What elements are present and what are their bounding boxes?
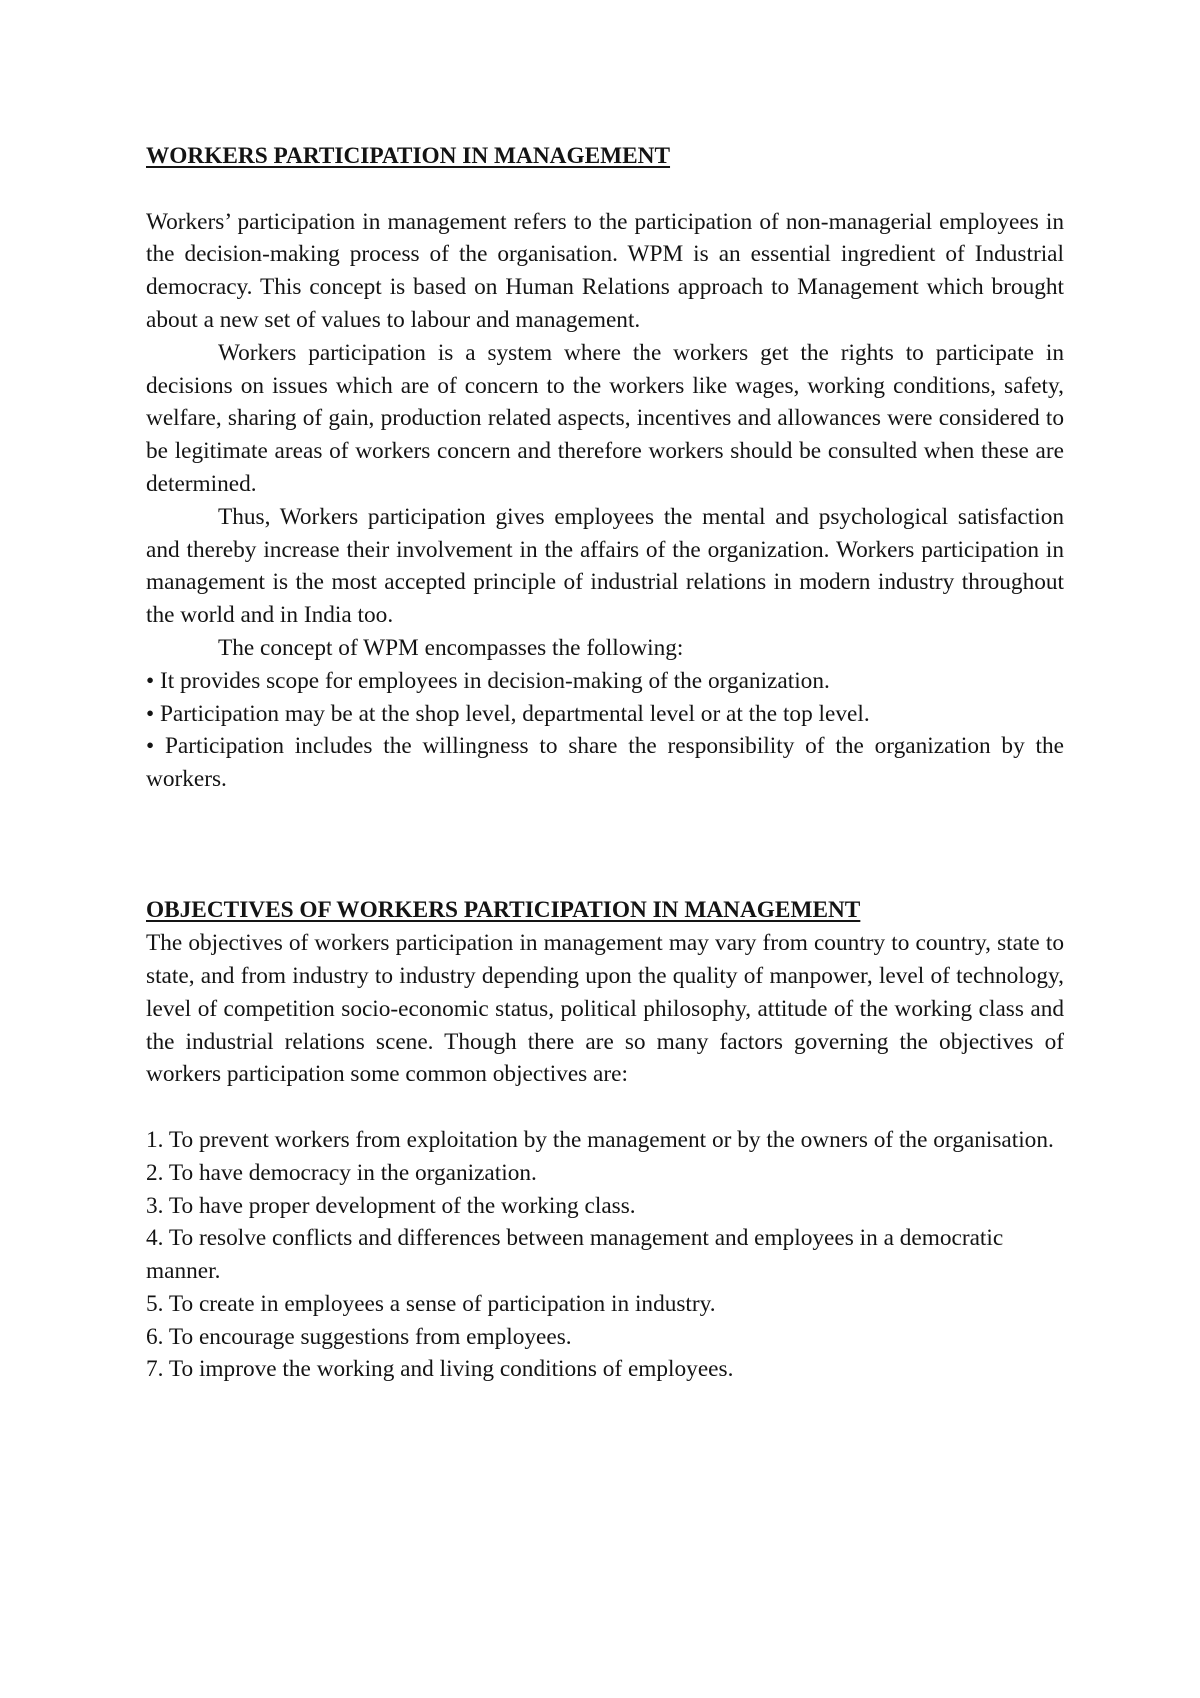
list-item: 7. To improve the working and living conditions of employees.: [146, 1356, 734, 1383]
paragraph-concept-intro: The concept of WPM encompasses the following:: [218, 634, 684, 661]
list-item: 1. To prevent workers from exploitation by the management or by the owners of the organisation.: [146, 1126, 1054, 1153]
section-heading-wpm: WORKERS PARTICIPATION IN MANAGEMENT: [146, 143, 671, 169]
paragraph-satisfaction: Thus, Workers participation gives employees the mental and psychological satisfaction and thereby increase their involvement in the affairs of the organization. Workers participation in management is the most accepted principle of industrial relations in modern industry throughout the world and in India too.: [146, 503, 1064, 629]
list-item: • Participation may be at the shop level, departmental level or at the top level.: [146, 700, 870, 727]
list-item: 2. To have democracy in the organization.: [146, 1159, 537, 1186]
paragraph-definition: Workers’ participation in management refers to the participation of non-managerial employees in the decision-making process of the organisation. WPM is an essential ingredient of Industrial democracy. This concept is based on Human Relations approach to Management which brought about a new set of values to labour and management.: [146, 208, 1064, 333]
list-item: • It provides scope for employees in decision-making of the organization.: [146, 667, 830, 694]
spacer: [146, 173, 1064, 206]
spacer: [146, 1091, 1064, 1124]
list-item: 5. To create in employees a sense of participation in industry.: [146, 1290, 716, 1317]
objectives-list: [146, 1124, 1064, 1386]
list-item: 3. To have proper development of the working class.: [146, 1192, 636, 1219]
section-heading-objectives: OBJECTIVES OF WORKERS PARTICIPATION IN MANAGEMENT: [146, 897, 861, 924]
list-item: 4. To resolve conflicts and differences between management and employees in a democratic manner.: [146, 1225, 1004, 1285]
spacer: [146, 796, 1064, 894]
list-item: 6. To encourage suggestions from employees.: [146, 1323, 572, 1350]
concept-bullet-list: [146, 665, 1064, 796]
paragraph-system: Workers participation is a system where the workers get the rights to participate in decisions on issues which are of concern to the workers like wages, working conditions, safety, welfare, sharing of gain, production related aspects, incentives and allowances were considered to be legitimate areas of workers concern and therefore workers should be consulted when these are determined.: [146, 339, 1064, 497]
list-item: • Participation includes the willingness to share the responsibility of the organization by the workers.: [146, 733, 1064, 793]
paragraph-objectives-intro: The objectives of workers participation in management may vary from country to country, state to state, and from industry to industry depending upon the quality of manpower, level of technology, level of competition socio-economic status, political philosophy, attitude of the working class and the industrial relations scene. Though there are so many factors governing the objectives of workers participation some common objectives are:: [146, 930, 1064, 1088]
document-page: [146, 140, 1064, 1386]
